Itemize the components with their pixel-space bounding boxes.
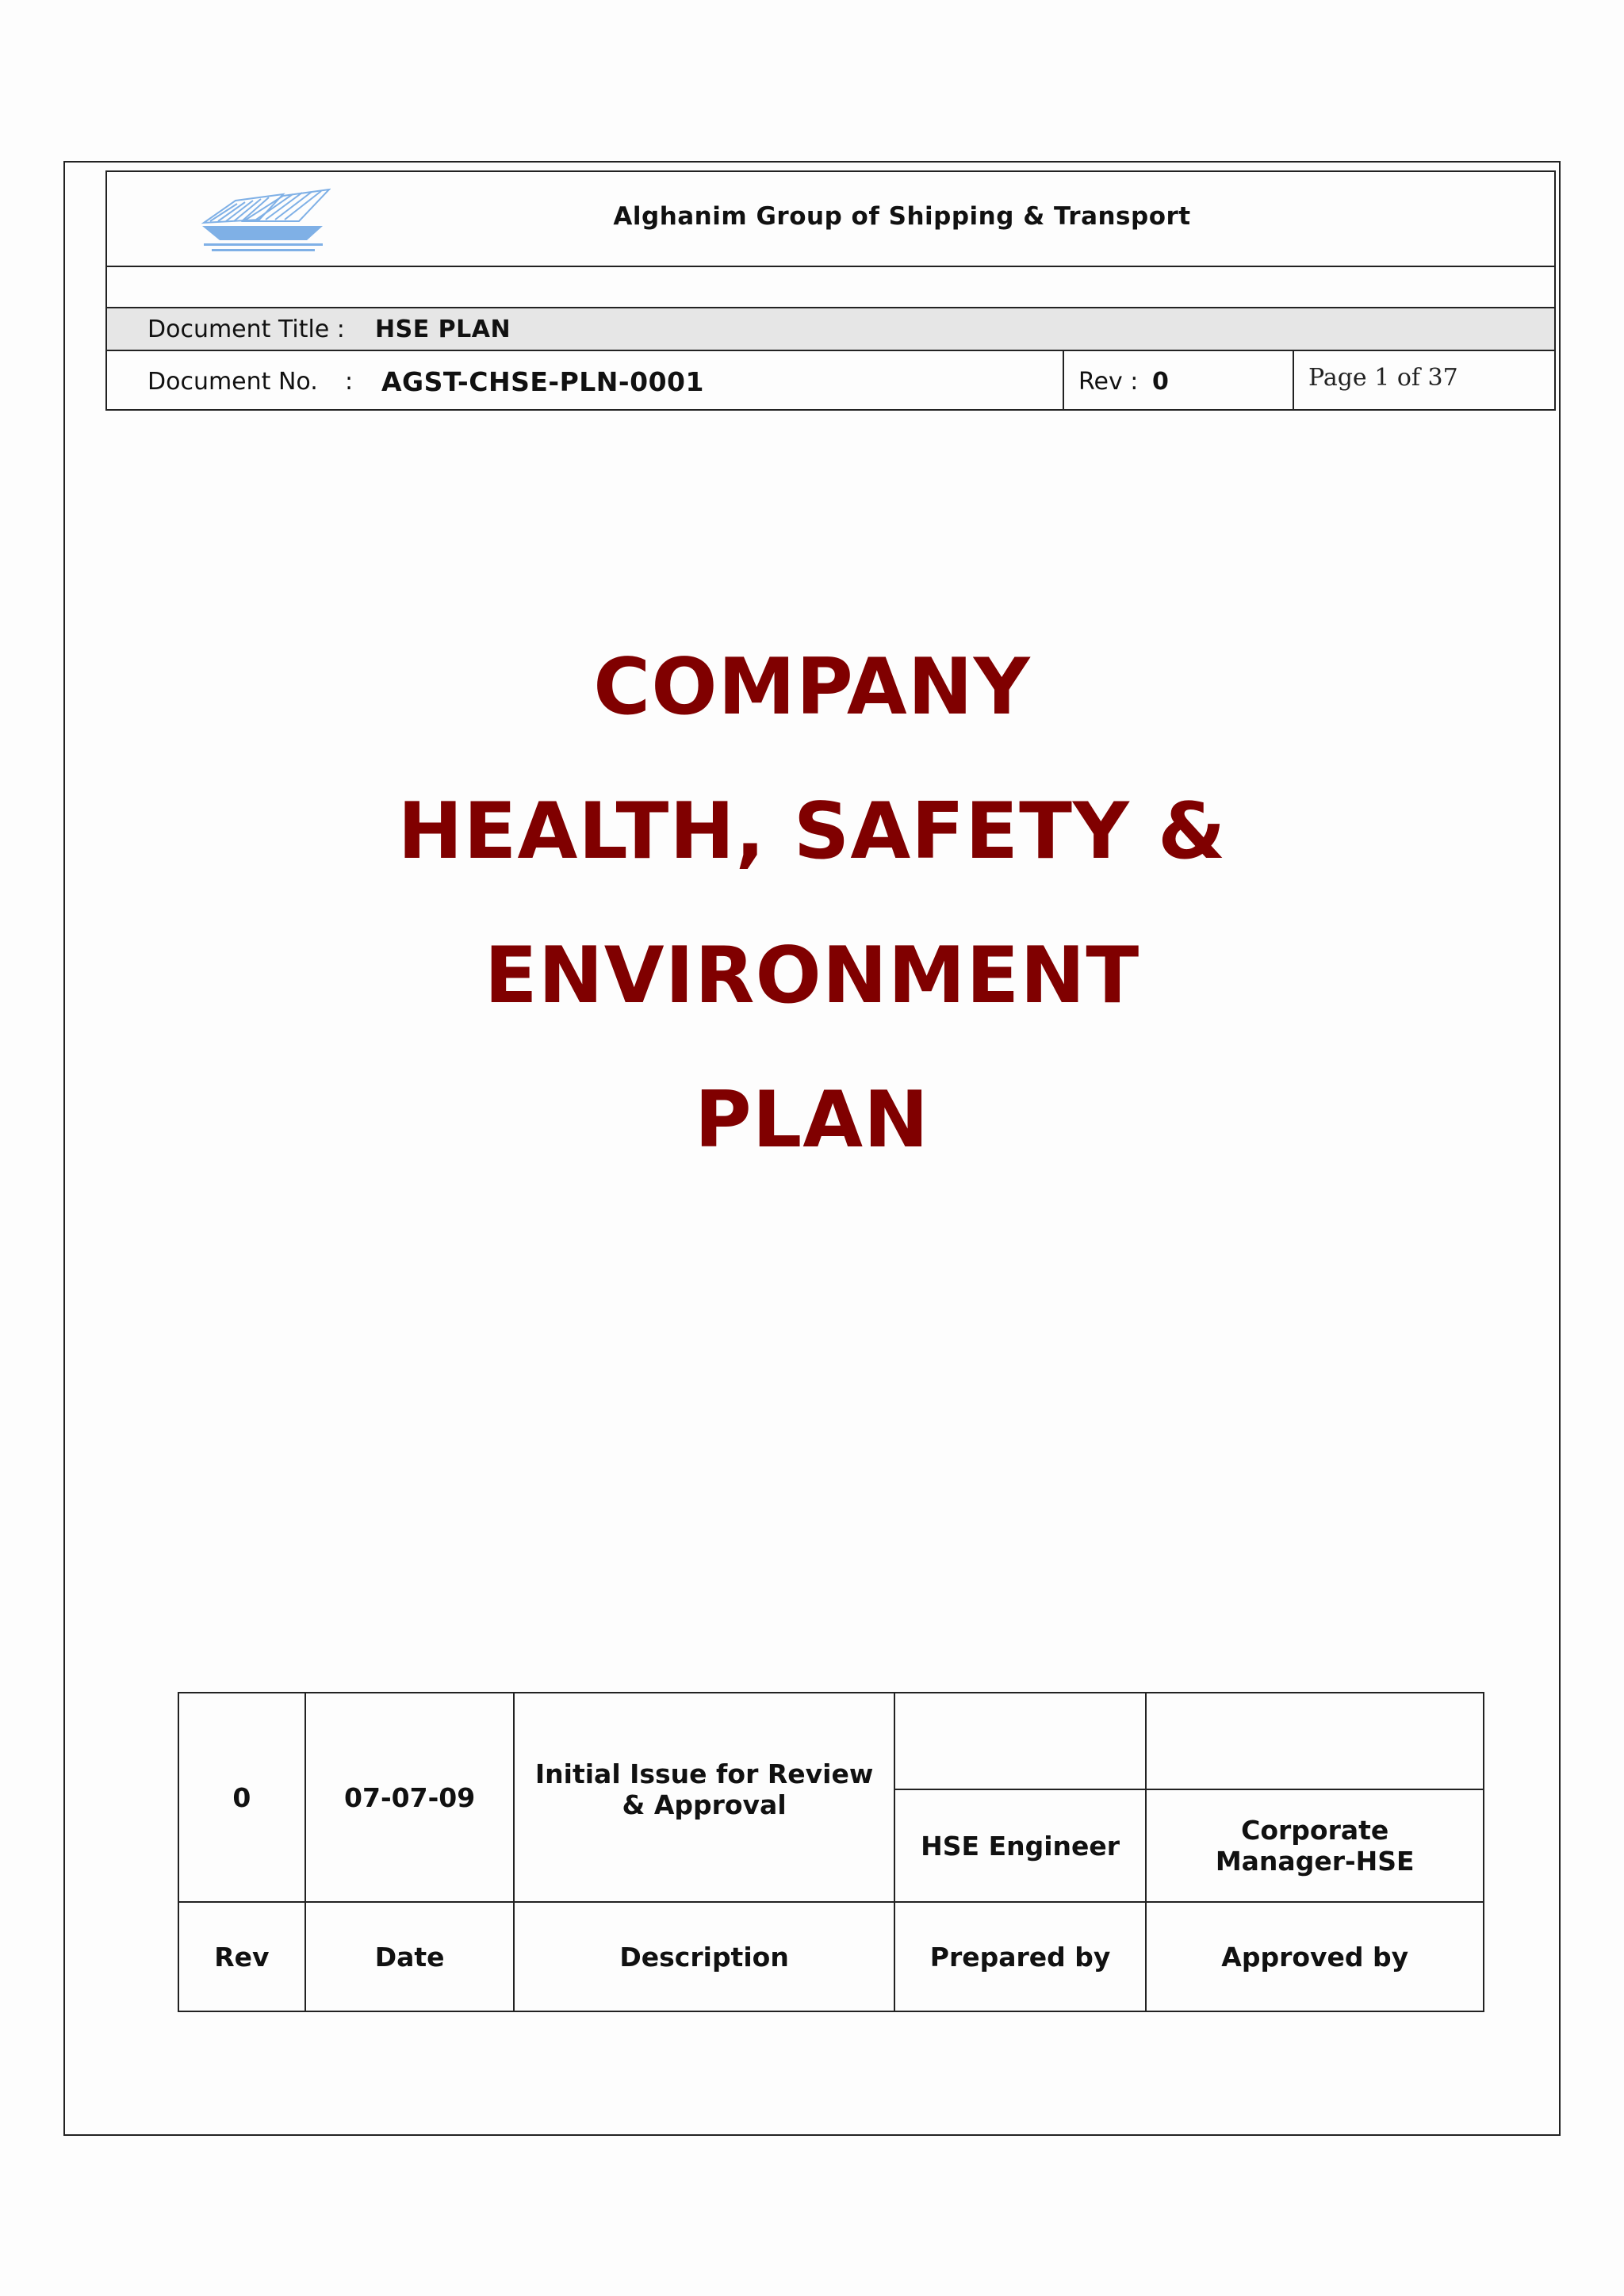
document-title-value: HSE PLAN — [375, 316, 511, 343]
document-number-row — [105, 350, 1556, 411]
document-no-value: AGST-CHSE-PLN-0001 — [381, 366, 704, 397]
rev-cell: 0 — [178, 1693, 305, 1902]
description-cell: Initial Issue for Review & Approval — [514, 1693, 894, 1902]
date-header: Date — [305, 1902, 515, 2011]
main-title-line-4: PLAN — [694, 1075, 930, 1165]
rev-page-divider — [1293, 351, 1294, 409]
prepared-by-cell: HSE Engineer — [894, 1789, 1147, 1902]
document-no-label: Document No. — [147, 368, 318, 396]
main-title-line-3: ENVIRONMENT — [484, 931, 1140, 1021]
approved-by-header: Approved by — [1146, 1902, 1484, 2011]
header-blank-row — [105, 266, 1556, 308]
main-title-line-2: HEALTH, SAFETY & — [397, 786, 1227, 877]
page-number: Page 1 of 37 — [1308, 364, 1458, 392]
date-cell: 07-07-09 — [305, 1693, 515, 1902]
document-title-label: Document Title : — [147, 316, 345, 343]
prepared-signature-cell — [894, 1693, 1147, 1789]
approved-signature-cell — [1146, 1693, 1484, 1789]
company-name: Alghanim Group of Shipping & Transport — [613, 202, 1191, 231]
document-title-row — [105, 307, 1556, 351]
main-title-line-1: COMPANY — [593, 642, 1031, 733]
rev-header: Rev — [178, 1902, 305, 2011]
document-no-colon: : — [345, 368, 354, 396]
docno-rev-divider — [1063, 351, 1064, 409]
prepared-by-header: Prepared by — [894, 1902, 1147, 2011]
approved-by-cell: Corporate Manager-HSE — [1146, 1789, 1484, 1902]
description-header: Description — [514, 1902, 894, 2011]
header-company-row — [105, 170, 1556, 267]
revision-table — [178, 1692, 1484, 2012]
rev-label: Rev : — [1078, 368, 1139, 396]
rev-value: 0 — [1152, 368, 1170, 396]
